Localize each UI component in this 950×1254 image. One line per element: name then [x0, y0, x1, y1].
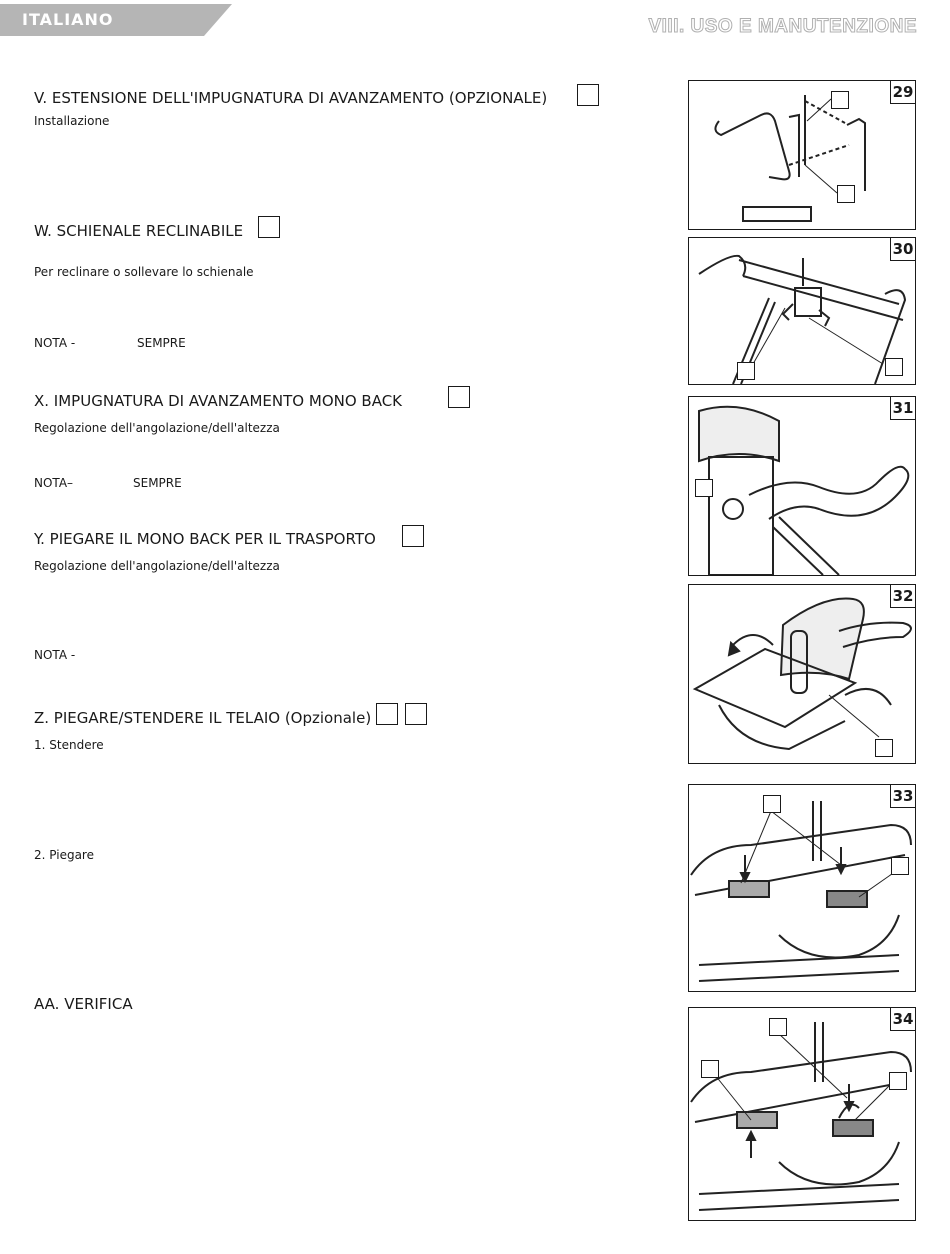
callout-30-a: [737, 362, 755, 380]
figure-31-drawing: [689, 397, 915, 575]
callout-29-b: [837, 185, 855, 203]
language-tab: [0, 4, 232, 36]
callout-32-a: [875, 739, 893, 757]
heading-x: X. IMPUGNATURA DI AVANZAMENTO MONO BACK: [34, 392, 403, 410]
checkbox-y: [402, 525, 424, 547]
figure-number: 33: [890, 785, 915, 808]
language-label: ITALIANO: [22, 10, 114, 29]
step-piegare: 2. Piegare: [34, 848, 94, 862]
callout-34-b: [701, 1060, 719, 1078]
figure-34-drawing: [689, 1008, 915, 1220]
figure-30: [688, 237, 916, 385]
callout-29-a: [831, 91, 849, 109]
note-label-y: NOTA -: [34, 648, 76, 662]
checkbox-z-2: [405, 703, 427, 725]
figure-34: [688, 1007, 916, 1221]
heading-v: V. ESTENSIONE DELL'IMPUGNATURA DI AVANZAMENTO (OPZIONALE): [34, 89, 548, 107]
heading-y: Y. PIEGARE IL MONO BACK PER IL TRASPORTO: [34, 530, 376, 548]
step-stendere: 1. Stendere: [34, 738, 104, 752]
note-word-x: SEMPRE: [133, 476, 182, 490]
figure-31: [688, 396, 916, 576]
checkbox-z-1: [376, 703, 398, 725]
figure-33-drawing: [689, 785, 915, 991]
figure-29-drawing: [689, 81, 915, 229]
figure-29: [688, 80, 916, 230]
heading-z: Z. PIEGARE/STENDERE IL TELAIO (Opzionale): [34, 709, 372, 727]
note-word-w: SEMPRE: [137, 336, 186, 350]
subheading-w: Per reclinare o sollevare lo schienale: [34, 265, 254, 279]
note-label-x: NOTA–: [34, 476, 74, 490]
heading-w: W. SCHIENALE RECLINABILE: [34, 222, 244, 240]
callout-33-b: [891, 857, 909, 875]
figure-number: 31: [890, 397, 915, 420]
figure-number: 32: [890, 585, 915, 608]
figure-30-drawing: [689, 238, 915, 384]
checkbox-w: [258, 216, 280, 238]
heading-aa: AA. VERIFICA: [34, 995, 133, 1013]
callout-34-a: [769, 1018, 787, 1036]
checkbox-x: [448, 386, 470, 408]
callout-31-a: [695, 479, 713, 497]
subheading-y: Regolazione dell'angolazione/dell'altezza: [34, 559, 280, 573]
figure-32-drawing: [689, 585, 915, 763]
checkbox-v: [577, 84, 599, 106]
callout-30-b: [885, 358, 903, 376]
figure-number: 30: [890, 238, 915, 261]
callout-33-a: [763, 795, 781, 813]
subheading-v: Installazione: [34, 114, 110, 128]
note-label-w: NOTA -: [34, 336, 76, 350]
figure-32: [688, 584, 916, 764]
figure-33: [688, 784, 916, 992]
page-section-title: VIII. USO E MANUTENZIONE: [648, 16, 917, 37]
callout-34-c: [889, 1072, 907, 1090]
subheading-x: Regolazione dell'angolazione/dell'altezza: [34, 421, 280, 435]
figure-number: 34: [890, 1008, 915, 1031]
figure-number: 29: [890, 81, 915, 104]
